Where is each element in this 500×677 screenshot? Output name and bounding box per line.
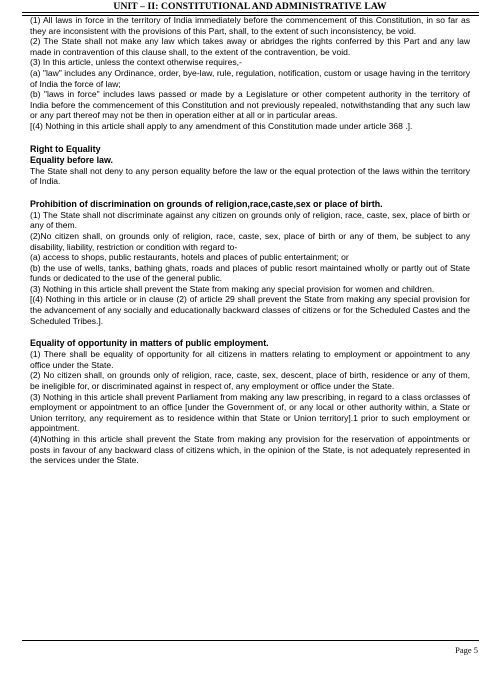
paragraph: (b) "laws in force" includes laws passed or made by a Legislature or other competent authority in the territory of India before the commencement of this Constitution and not previously repealed, notwithstanding that any such law or any part thereof may not be then in operation either at all or in particular areas. [30, 89, 470, 121]
paragraph: (3) In this article, unless the context otherwise requires,- [30, 57, 242, 68]
paragraph: (a) access to shops, public restaurants, hotels and places of public entertainment; or [30, 252, 349, 263]
page-number: Page 5 [455, 645, 478, 655]
intro-section [30, 15, 470, 132]
header-rule [22, 12, 479, 13]
paragraph: [(4) Nothing in this article shall apply to any amendment of this Constitution made under article 368 .]. [30, 120, 413, 131]
page-header-title: UNIT – II: CONSTITUTIONAL AND ADMINISTRATIVE LAW [113, 1, 387, 12]
paragraph: (b) the use of wells, tanks, bathing ghats, roads and places of public resort maintained wholly or partly out of State funds or dedicated to the use of the general public. [30, 262, 470, 284]
section-heading: Right to Equality [30, 143, 101, 154]
paragraph: [(4) Nothing in this article or in clause (2) of article 29 shall prevent the State from making any special provision for the advancement of any socially and educationally backward classes of citizens or for the Scheduled Castes and the Scheduled Tribes.]. [30, 294, 470, 326]
paragraph: (1) The State shall not discriminate against any citizen on grounds only of religion, race, caste, sex, place of birth or any of them. [30, 209, 470, 231]
footer-rule [22, 640, 479, 641]
equality-section [30, 144, 470, 187]
paragraph: The State shall not deny to any person equality before the law or the equal protection of the laws within the territory of India. [30, 165, 470, 187]
section-subheading: Equality before law. [30, 154, 114, 165]
paragraph: (3) Nothing in this article shall prevent Parliament from making any law prescribing, in regard to a class orclasses of employment or appointment to an office [under the Government of, or any local or other authority within, a State or Union territory, any requirement as to residence within that State or Union territory].1 prior to such employment or appointment. [30, 391, 470, 434]
paragraph: (a) "law" includes any Ordinance, order, bye-law, rule, regulation, notification, custom or usage having in the territory of India the force of law; [30, 67, 470, 89]
paragraph: (2) The State shall not make any law which takes away or abridges the rights conferred by this Part and any law made in contravention of this clause shall, to the extent of the contravention, be void. [30, 36, 470, 57]
paragraph: (2) No citizen shall, on grounds only of religion, race, caste, sex, descent, place of birth, residence or any of them, be ineligible for, or discriminated against in respect of, any employment or office under the State. [30, 370, 470, 392]
opportunity-section [30, 338, 470, 466]
paragraph: (1) There shall be equality of opportunity for all citizens in matters relating to employment or appointment to any office under the State. [30, 349, 470, 370]
section-heading: Prohibition of discrimination on grounds of religion,race,caste,sex or place of birth. [30, 198, 383, 209]
discrimination-section [30, 199, 470, 327]
paragraph: (2)No citizen shall, on grounds only of religion, race, caste, sex, place of birth or any of them, be subject to any disability, liability, restriction or condition with regard to- [30, 230, 470, 252]
document-body [30, 15, 470, 466]
paragraph: (3) Nothing in this article shall prevent the State from making any special provision for women and children. [30, 283, 435, 294]
section-heading: Equality of opportunity in matters of public employment. [30, 338, 269, 349]
paragraph: (1) All laws in force in the territory of India immediately before the commencement of this Constitution, in so far as they are inconsistent with the provisions of this Part, shall, to the extent of such inconsistency, be void. [30, 15, 470, 36]
paragraph: (4)Nothing in this article shall prevent the State from making any provision for the reservation of appointments or posts in favour of any backward class of citizens which, in the opinion of the State, is not adequately represented in the services under the State. [30, 434, 470, 466]
